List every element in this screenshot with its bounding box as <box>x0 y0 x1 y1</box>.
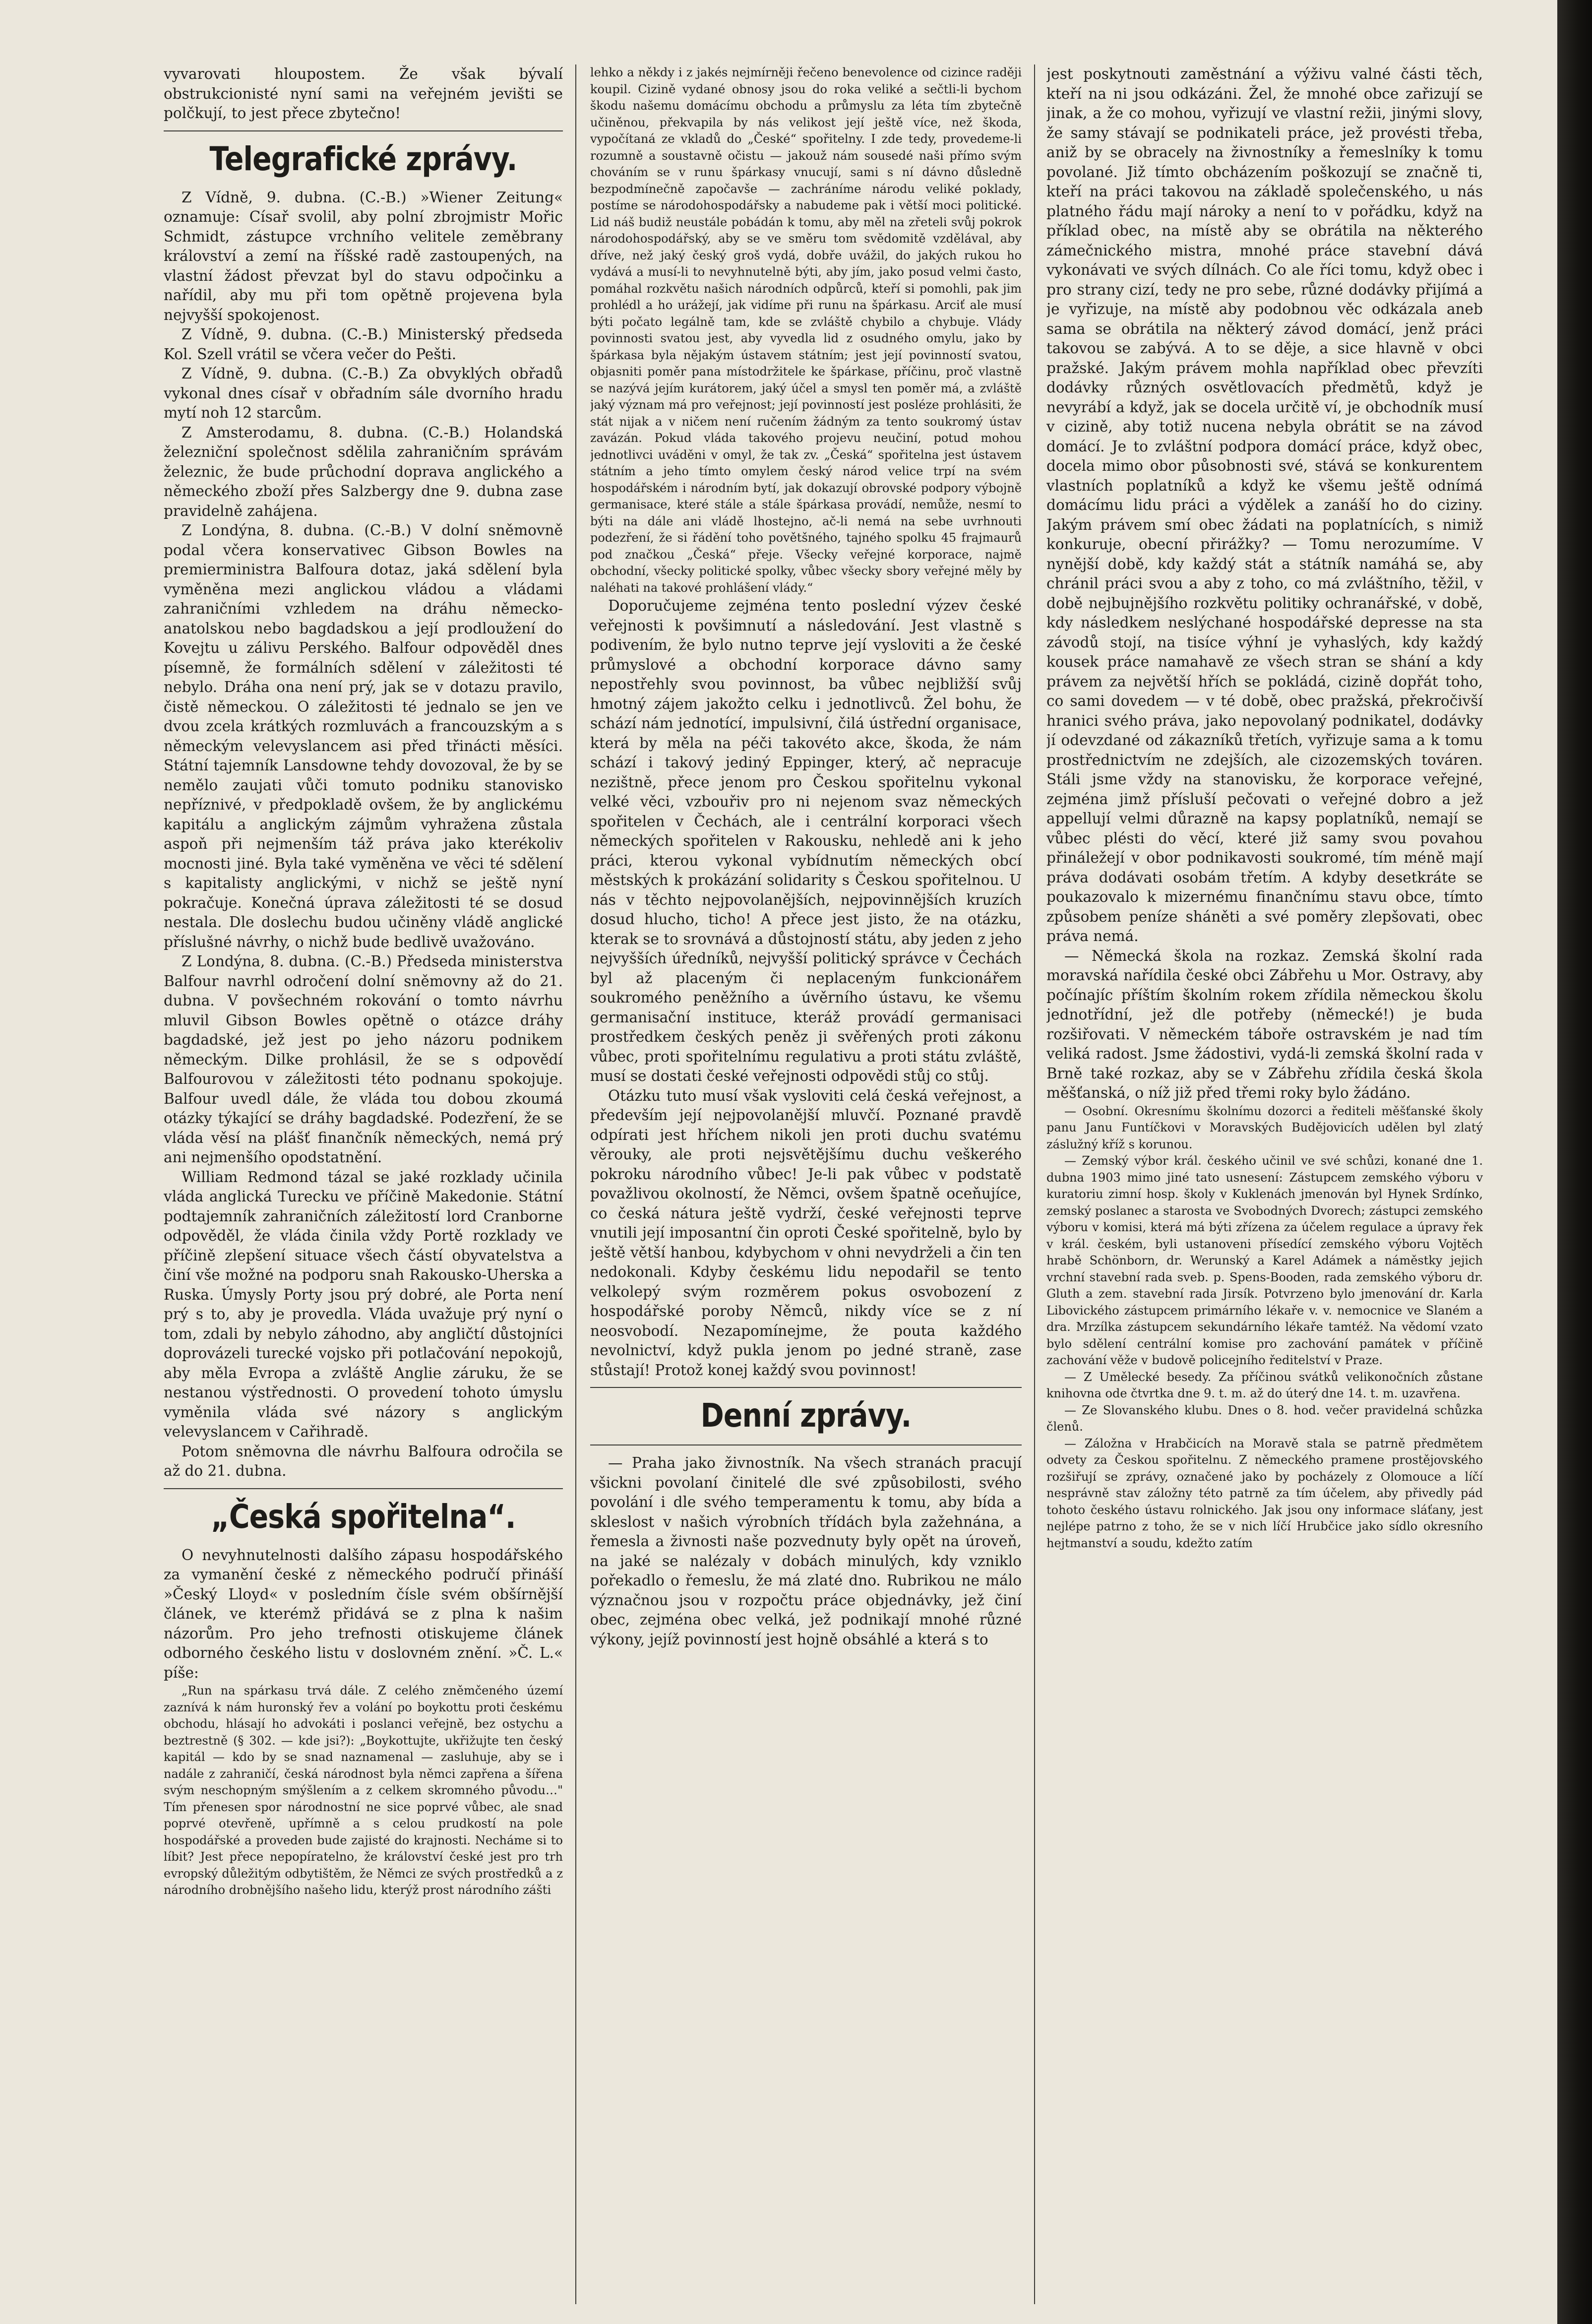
news-london-4: Potom sněmovna dle návrhu Balfoura odročila se až do 21. dubna. <box>164 1443 563 1479</box>
page-edge-shadow <box>1557 0 1592 2324</box>
news-praha-continued: jest poskytnouti zaměstnání a výživu valné části těch, kteří na ni jsou odkázáni. Žel, že mnohé obce zařizují se jinak, a že co mohou, vyřizují ve vlastní režii, jinými slovy, že samy stávají se podnikateli práce, jež provésti třeba, aniž by se obracely na živnostníky a řemeslníky k tomu povolané. Již tímto obcházením poškozují se značně ti, kteří na práci takovou na základě společenského, u nás platného řádu mají nároky a není to v pořádku, když na příklad obec, na místě aby se obrátila na některého zámečnického mistra, mnohé práce stavební dává vykonávati ve svých dílnách. Co ale říci tomu, když obec i pro strany cizí, tedy ne pro sebe, různé dodávky přijímá a je vyřizuje, na místě aby podobnou věc odkázala aneb sama se obrátila na některý závod domácí, jenž práci takovou se zabývá. A to se děje, a sice hlavně v obci pražské. Jakým právem mohla například obec převzíti dodávky různých osvětlovacích předmětů, když je nevyrábí a když, jak se docela určitě ví, je obchodník musí v cizině, aby totiž nucena nebyla obrátit se na závod domácí. Je to zvláštní podpora domácí práce, když obec, docela mimo obor působnosti své, stává se konkurentem vlastních poplatníků a když ke všemu ještě odnímá domácímu lidu práci a výdělek a zanáší ho do ciziny. Jakým právem smí obec žádati na poplatnících, s nimiž konkuruje, obecní přirážky? — Tomu nerozumíme. V nynější době, kdy každý stát a státník namáhá se, aby chránil práci svou a aby z toho, co má zvláštního, těžil, v době nejbujnějšího rozkvětu politiky ochranářské, v době, kdy následkem neslýchané hospodářské depresse na sta závodů stojí, na tisíce výhní je vyhaslých, kdy každý kousek práce namahavě ze všech stran se shání a kdy právem za největší hřích se pokládá, cizině dopřát toho, co sami dovedem — v té době, obec pražská, překročivší hranici svého práva, jako nepovolaný podnikatel, dodávky jí odevzdané od zákazníků třetích, vyřizuje sama a k tomu prostřednictvím ne zdejších, ale cizozemských továren. Stáli jsme vždy na stanovisku, že korporace veřejné, zejména jimž přísluší pečovati o veřejné dobro a jež appellují velmi důrazně na kapsy poplatníků, nemají se vůbec plésti do věcí, které již samy svou povahou přináležejí v obor podnikavosti soukromé, tím méně mají práva dodávati osobám třetím. A kdyby desetkráte se poukazovalo k mizernému finančnímu stavu obce, tímto způsobem peníze sháněti a své poměry zlepšovati, obec práva nemá. <box>1046 65 1483 944</box>
column-1 <box>164 64 563 2304</box>
news-london-1: Z Londýna, 8. dubna. (C.-B.) V dolní sněmovně podal včera konservativec Gibson Bowles na premierministra Balfoura dotaz, jaká sdělení byla vyměněna mezi anglickou vládou a vládami zahraničními vzhledem na dráhu německo-anatolskou nebo bagdadskou a její prodloužení do Kovejtu u zálivu Perského. Balfour odpověděl dnes písemně, že formálních sdělení v záležitosti té nebylo. Dráha ona není prý, jak se v dotazu pravilo, čistě německou. O záležitosti té jednalo se jen ve dvou zcela krátkých rozmluvách a francouzským a s německým velevyslancem asi před třinácti měsíci. Státní tajemník Lansdowne tehdy dovozoval, že by se nemělo zaujati vůči tomuto podniku stanovisko nepříznivé, v předpokladě ovšem, že by anglickému kapitálu a anglickým zájmům vyhražena zůstala aspoň při nejmenším táž práva jako kterékoliv mocnosti jiné. Byla také vyměněna ve věci té sdělení s kapitalisty anglickými, v nichž se ještě nyní pokračuje. Konečná úprava záležitosti té se dosud nestala. Dle doslechu budou učiněny vládě anglické příslušné návrhy, o nichž bude bedlivě uvažováno. <box>164 522 563 950</box>
divider <box>164 1488 563 1489</box>
sporitelna-quote: „Run na spárkasu trvá dále. Z celého zněmčeného území zaznívá k nám huronský řev a volání po boykottu proti českému obchodu, hlásají ho advokáti i poslanci veřejně, bez ostychu a beztrestně (§ 302. — kde jsi?): „Boykottujte, ukřižujte ten český kapitál — kdo by se snad naznamenal — zasluhuje, aby se i nadále z zahraničí, česká národnost byla němci zapřena a šířena svým neschopným smýšlením a z celkem skromného původu…" Tím přenesen spor národnostní ne sice poprvé vůbec, ale snad poprvé otevřeně, upřímně a s celou prudkostí na pole hospodářské a proveden bude zajisté do krajnosti. Necháme si to líbit? Jest přece nepopíratelno, že království české jest pro trh evropský důležitým odbytištěm, že Němci ze svých prostředků a z národního drobnějšího našeho lidu, kterýž prost národního zášti <box>164 1684 563 1897</box>
news-amsterdam: Z Amsterodamu, 8. dubna. (C.-B.) Holandská železniční společnost sdělila zahraničním správám železnic, že bude průchodní doprava anglického a německého zboží přes Salzbergy dne 9. dubna zase pravidelně zahájena. <box>164 424 563 519</box>
heading-telegraph: Telegrafické zprávy. <box>209 139 517 178</box>
news-personal: — Osobní. Okresnímu školnímu dozorci a řediteli měšťanské školy panu Janu Funtíčkovi v Moravských Budějovicích udělen byl zlatý záslužný kříž s korunou. <box>1046 1104 1483 1151</box>
heading-ceska-sporitelna: „Česká spořitelna“. <box>211 1497 516 1536</box>
news-london-3: William Redmond tázal se jaké rozklady učinila vláda anglická Turecku ve příčině Makedonie. Státní podtajemník zahraničních záležitostí lord Cranborne odpověděl, že vláda činila vždy Portě rozklady ve příčině zlepšení situace všech částí obyvatelstva a činí vše možné na podporu snah Rakousko-Uherska a Ruska. Úmysly Porty jsou prý dobré, ale Porta není prý s to, aby je provedla. Vláda uvažuje prý nyní o tom, zdali by nebylo záhodno, aby angličtí důstojníci doprovázeli turecké vojsko při potlačování nepokojů, aby měla Evropa a zvláště Anglie záruku, že se nestanou výstřednosti. O provedení tohoto úmyslu vyměnila vláda své názory s anglickým velevyslancem v Cařihradě. <box>164 1168 563 1440</box>
news-german-school: — Německá škola na rozkaz. Zemská školní rada moravská nařídila české obci Zábřehu u Mor. Ostravy, aby počínajíc příštím školním rokem zřídila německou školu jednotřídní, jež dle potřeby (německé!) je buda rozšiřovati. V německém táboře ostravském je nad tím veliká radost. Jsme žádostivi, vydá-li zemská školní rada v Brně také rozkaz, aby se v Zábřehu zřídila česká škola měšťanská, o níž již před třemi roky bylo žádáno. <box>1046 947 1483 1101</box>
intro-paragraph: vyvarovati hloupostem. Že však bývalí obstrukcionisté nyní sami na veřejném jevišti se polčkují, to jest přece zbytečno! <box>164 65 563 122</box>
news-land-committee: — Zemský výbor král. českého učinil ve své schůzi, konané dne 1. dubna 1903 mimo jiné tato usnesení: Zástupcem zemského výboru v kuratoriu zimní hosp. školy v Kuklenách jmenován byl Hynek Srdínko, zemský poslanec a starosta ve Svobodných Dvorech; zástupci zemského výboru v komisi, která má býti zřízena za účelem regulace a úpravy řek v král. českém, byli ustanoveni přísedící zemského výboru Vojtěch hrabě Schönborn, dr. Werunský a Karel Adámek a náměstky jejich vrchní stavební rada sveb. p. Spens-Booden, rada zemského výboru dr. Gluth a zem. stavební rada Jirsík. Potvrzeno bylo jmenování dr. Karla Libovického zástupcem primárního lékaře v. v. nemocnice ve Slaném a dra. Mrzílka zástupcem sekundárního lékaře tamtéž. Na vědomí vzato bylo sdělení centrální komise pro zachování památek v příčině zachování věže v budově policejního ředitelství v Praze. <box>1046 1154 1483 1367</box>
news-vienna-2: Z Vídně, 9. dubna. (C.-B.) Ministerský předseda Kol. Szell vrátil se včera večer do Pešti. <box>164 326 563 363</box>
news-vienna-3: Z Vídně, 9. dubna. (C.-B.) Za obvyklých obřadů vykonal dnes císař v obřadním sále dvorního hradu mytí noh 12 starcům. <box>164 365 563 421</box>
quote-continued: lehko a někdy i z jakés nejmírněji řečeno benevolence od cizince raději koupil. Cizině vydané obnosy jsou do roka veliké a sečtli-li bychom škodu našemu domácímu obchodu a průmyslu za léta tím zbytečně učiněnou, překvapila by nás velikost její ještě více, než škoda, vypočítaná ze vkladů do „České“ spořitelny. I zde tedy, provedeme-li rozumně a soustavně očistu — jakouž nám sousedé naši přímo svým chováním se v runu špárkasy vnucují, sami s ní dávno důsledně bezpodmínečně započavše — zachráníme národu veliké poklady, postíme se národohospodářsky a nabudeme pak i větší moci politické. Lid náš budiž neustále pobádán k tomu, aby měl na zřeteli svůj pokrok národohospodářský, aby se ve směru tom svědomitě vzdělával, aby dříve, než jaký český groš vydá, dobře uvážil, do jakých rukou ho vydává a musí-li to nevyhnutelně býti, aby jím, jako posud velmi často, pomáhal rozkvětu našich národních odpůrců, kteří si pomohli, pak jim prohlédl a ho urážejí, jak vidíme při runu na špárkasu. Arciť ale musí býti počato legálně tam, kde se zvláště chybilo a chybuje. Vlády povinnosti svatou jest, aby vyvedla lid z osudného omylu, jako by špárkasa byla nějakým ústavem státním; jest její povinností svatou, objasniti poměr pana místodržitele ke špárkase, příčinu, proč vlastně se nazývá jejím kurátorem, jaký účel a smysl ten poměr má, a zvláště jaký význam má pro veřejnost; její povinností jest posléze prohlásiti, že stát nijak a v ničem není ručením žádným za tento soukromý ústav zavázán. Pokud vláda takového projevu neučiní, potud mohou jednotlivci uváděni v omyl, že tak zv. „Česká“ spořitelna jest ústavem státním a jeho tímto omylem český národ velice trpí na svém hospodářském i národním bytí, jak dokazují obrovské podpory výbojně germanisace, které stále a stále špárkasa provádí, nemůže, nesmí to býti na dále ani vládě lhostejno, ač-li nemá na sebe uvrhnouti podezření, že si řádění toho povětšného, tajného spolku 45 frajmaurů pod značkou „Česká“ přeje. Všecky veřejné korporace, najmě obchodní, všecky politické spolky, vůbec všecky sbory veřejné měly by naléhati na takové prohlášení vlády.“ <box>590 65 1022 595</box>
column-rule <box>575 64 576 2304</box>
news-slavic-club: — Ze Slovanského klubu. Dnes o 8. hod. večer pravidelná schůzka členů. <box>1046 1403 1483 1434</box>
commentary-1: Doporučujeme zejména tento poslední výzev české veřejnosti k povšimnutí a následování. Jest vlastně s podivením, že bylo nutno teprve její vysloviti a že české průmyslové a obchodní korporace dávno samy nepostřehly svou povinnost, ba vůbec nejbližší svůj hmotný zájem jakožto celku i jednotlivců. Žel bohu, že schází nám jednotící, impulsivní, čilá ústřední organisace, která by měla na péči takovéto akce, škoda, že nám schází i takový jediný Eppinger, který, ač nepracuje nezištně, přece jenom pro Českou spořitelnu vykonal velké věci, vzbouřiv pro ni nejenom svaz německých spořitelen v Čechách, ale i centrální korporaci všech německých spořitelen v Rakousku, nehledě ani k jeho práci, kterou vykonal vybídnutím německých obcí městských k prokázání solidarity s Českou spořitelnou. U nás v těchto nejpovolanějších, nejpovinnějších kruzích dosud hlucho, ticho! A přece jest jisto, že na otázku, kterak se to srovnává a důstojností státu, aby jeden z jeho nejvyšších úředníků, nejvyšší politický správce v Čechách byl až placeným či neplaceným funkcionářem soukromého peněžního a úvěrního ústavu, ke všemu germanisační instituce, kteráž provádí germanisaci prostředkem českých peněz ji svěřených proti zákonu vůbec, proti spořitelnímu regulativu a proti státu zvláště, musí se dostati české veřejnosti odpovědi stůj co stůj. <box>590 597 1022 1084</box>
column-2 <box>590 64 1022 2304</box>
news-praha: — Praha jako živnostník. Na všech stranách pracují všickni povolaní činitelé dle své způsobilosti, svého povolání i dle svého temperamentu k tomu, aby bída a skleslost v našich výrobních třídách byla zažehnána, a řemesla a živnosti naše pozvednuty byly opět na úroveň, na jaké se nalézaly v dobách minulých, kdy vzniklo pořekadlo o řemeslu, že má zlaté dno. Rubrikou ne málo význačnou jsou v rozpočtu práce objednávky, jež činí obec, zejména obec velká, jež podnikají mnohé různé výkony, jejíž povinností jest hojně obsáhlé a která s to <box>590 1454 1022 1648</box>
column-3 <box>1046 64 1483 2304</box>
news-art-club: — Z Umělecké besedy. Za příčinou svátků velikonočních zůstane knihovna ode čtvrtka dne 9. t. m. až do úterý dne 14. t. m. uzavřena. <box>1046 1370 1483 1400</box>
news-vienna-1: Z Vídně, 9. dubna. (C.-B.) »Wiener Zeitung« oznamuje: Císař svolil, aby polní zbrojmistr Mořic Schmidt, zástupce vrchního velitele zeměbrany království a zemí na říšské radě zastoupených, na vlastní žádost převzat byl do stavu odpočinku a nařídil, aby mu při tom opětně projevena byla nejvyšší spokojenost. <box>164 188 563 323</box>
heading-daily-news: Denní zprávy. <box>700 1396 912 1435</box>
divider <box>590 1387 1022 1388</box>
sporitelna-intro: O nevyhnutelnosti dalšího zápasu hospodářského za vymanění české z německého područí přináší »Český Lloyd« v posledním čísle svém obšírnější článek, ve kterémž přidává se z plna k našim názorům. Pro jeho trefnosti otiskujeme článek odborného českého listu v doslovném znění. »Č. L.« píše: <box>164 1546 563 1681</box>
divider <box>164 130 563 131</box>
commentary-2: Otázku tuto musí však vysloviti celá česká veřejnost, a především její nejpovolanější mluvčí. Poznané pravdě odpírati jest hříchem nikoli jen proti duchu svatému věrouky, ale proti nejsvětějšímu duchu veškerého pokroku národního vůbec! Je-li pak vůbec v podstatě považlivou okolností, že Němci, ovšem špatně oceňujíce, co česká nátura ještě vydrží, české veřejnosti teprve vnutili její imposantní čin oproti České spořitelně, bylo by ještě větší hanbou, kdybychom v ohni nevydrželi a čin ten nedokonali. Kdyby českému lidu nepodařil se tento velkolepý svým rozměrem pokus osvobození z hospodářské poroby Němců, nikdy více se z ní neosvobodí. Nezapomínejme, že pouta každého nevolnictví, když pukla jenom po jedné straně, zase stůstají! Protož konej každý svou povinnost! <box>590 1087 1022 1379</box>
news-london-2: Z Londýna, 8. dubna. (C.-B.) Předseda ministerstva Balfour navrhl odročení dolní sněmovny až do 21. dubna. V povšechném rokování o tomto návrhu mluvil Gibson Bowles opětně o otázce dráhy bagdadské, jež jest po jeho názoru podnikem německým. Dilke prohlásil, že se s odpovědí Balfourovou v záležitosti této podnanu spokojuje. Balfour uvedl dále, že vláda tou dobou zkoumá otázky týkající se dráhy bagdadské. Podezření, že se vláda věsí na plášť finančník německých, nemá prý ani nejmenšího opodstatnění. <box>164 953 563 1166</box>
news-savings-bank: — Záložna v Hrabčicích na Moravě stala se patrně předmětem odvety za Českou spořitelnu. Z německého pramene prostějovského rozšiřují se zprávy, označené jako by pocházely z Olomouce a líčí nesprávně stav záložny této patrně za tím účelem, aby přivedly pád tohoto českého ústavu rolnického. Jak jsou ony informace sláťany, jest nejlépe patrno z toho, že se v nich líčí Hrubčice jako sídlo okresního hejtmanství a soudu, kdežto zatím <box>1046 1436 1483 1550</box>
column-rule <box>1034 64 1035 2304</box>
